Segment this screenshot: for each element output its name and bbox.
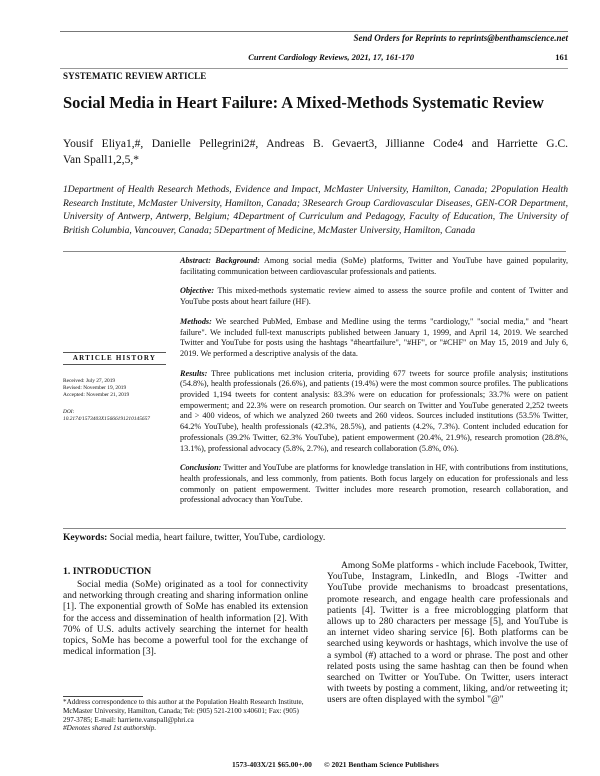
footnotes (63, 698, 308, 733)
abstract-background-text: Among social media (SoMe) platforms, Twitter and YouTube have gained popularity, facilitating communication between cardiovascular professionals and patients. (180, 256, 569, 276)
article-history (63, 378, 173, 423)
doi-label: DOI: (63, 409, 75, 415)
authors-line-1: Yousif Eliya1,#, Danielle Pellegrini2#, Andreas B. Gevaert3, Jillianne Code4 and Harriette G.C. (63, 138, 568, 150)
abstract-results (180, 369, 568, 455)
abstract-bottom-rule (63, 528, 566, 529)
abstract-methods (180, 317, 568, 360)
abstract-results-text: Three publications met inclusion criteria, providing 677 tweets for source profile analysis; institutions (54.8%), health professionals (26.6%), and patients (19.4%) were the most common source profiles. The publications provided 1,194 tweets for content analysis: 83.3% were on education for professionals; 33.7% were on patient empowerment; and 22.3% were on research promotion. Our search on Twitter and YouTube generated 2,252 tweets and > 400 videos, of which we analyzed 260 tweets and 260 videos. Sources included institutions (53.5% Twitter, 64.2% YouTube), health professionals (42.3%, 28.5%), and patients (4.2%, 7.3%). Content included education for professionals (39.2% Twitter, 62.3% YouTube), patient empowerment (20.4%, 21.9%), research promotion (28.8%, 13.1%), professional advocacy (5.8%, 2.7%), and research collaboration (5.8%, 0%). (180, 368, 568, 453)
abstract-background-label: Abstract: Background: (180, 256, 260, 265)
article-title: Social Media in Heart Failure: A Mixed-Methods Systematic Review (63, 93, 544, 112)
abstract-top-rule (63, 251, 566, 252)
history-accepted: Accepted: November 21, 2019 (63, 392, 130, 398)
abstract-results-label: Results: (180, 368, 208, 378)
keywords-label: Keywords: (63, 533, 108, 543)
page-number: 161 (555, 52, 568, 62)
reprint-notice: Send Orders for Reprints to reprints@benthamscience.net (353, 33, 568, 43)
section-rule (60, 68, 568, 69)
keywords-text: Social media, heart failure, twitter, YouTube, cardiology. (107, 533, 326, 543)
abstract-objective-label: Objective: (180, 286, 215, 296)
intro-paragraph-1: Social media (SoMe) originated as a tool for connectivity and networking through creating and sharing information online [1]. The exponential growth of SoMe has enabled its extension for the access and dissemination of health information [2]. With 70% of U.S. adults actively searching the internet for health topics, SoMe has become a powerful tool for the exchange of medical information [3]. (63, 580, 308, 658)
abstract-conclusion-label: Conclusion: (180, 463, 222, 473)
intro-heading: 1. INTRODUCTION (63, 566, 152, 577)
abstract-conclusion-text: Twitter and YouTube are platforms for knowledge translation in HF, with contributions from institutions, health professionals, and less commonly, from patients. Both focus largely on education for professionals and less commonly on patient empowerment. Twitter includes more research promotion, research collaboration, and professional advocacy than YouTube. (180, 463, 568, 505)
abstract-methods-text: We searched PubMed, Embase and Medline using the terms "cardiology," "social media," and "heart failure". We included full-text manuscripts published between January 1, 1999, and April 14, 2019. We searched Twitter and YouTube for posts using the hashtags "#heartfailure", "#HF", or "#CHF" on May 15, 2019 and July 6, 2019. We performed a descriptive analysis of the data. (180, 316, 568, 358)
article-history-heading: ARTICLE HISTORY (63, 352, 166, 365)
keywords (63, 533, 568, 543)
article-type: SYSTEMATIC REVIEW ARTICLE (63, 71, 207, 81)
doi-link[interactable]: 10.2174/1573403X15666191210145657 (63, 416, 150, 422)
authors-line-2: Van Spall1,2,5,* (63, 154, 140, 166)
footnote-rule (63, 696, 143, 697)
abstract-background (180, 256, 568, 277)
history-revised: Revised: November 19, 2019 (63, 385, 127, 391)
intro-paragraph-2: Among SoMe platforms - which include Facebook, Twitter, YouTube, Instagram, LinkedIn, and Blogs -Twitter and YouTube provide mechanisms to broadcast presentations, promote research, and engage health care professionals and patients [4]. Twitter is a free microblogging platform that allows up to 280 characters per message [5], and YouTube is an internet video sharing service [6]. Both platforms can be searched using keywords or hashtags, which involve the use of a symbol (#) attached to a word or phrase. The post and other related posts using the same hashtag can then be found when searched on Twitter or YouTube. On Twitter, users interact with tweets by posting a comment, liking, and/or retweeting it; users are often displayed with the symbol "@" (327, 561, 569, 706)
journal-citation: Current Cardiology Reviews, 2021, 17, 161-170 (248, 52, 414, 62)
shared-authorship-footnote: #Denotes shared 1st authorship. (63, 724, 157, 733)
abstract-methods-label: Methods: (180, 316, 212, 326)
copyright: © 2021 Bentham Science Publishers (324, 760, 439, 769)
affiliations: 1Department of Health Research Methods, Evidence and Impact, McMaster University, Hamilton, Canada; 2Population Health Research Institute, McMaster University, Hamilton, Canada; 3Research Group Cardiovascular Diseases, GEN-COR Department, University of Antwerp, Antwerp, Belgium; 4Department of Curriculum and Pedagogy, Faculty of Education, The University of British Columbia, Vancouver, Canada; 5Department of Medicine, McMaster University, Hamilton, Canada (63, 184, 568, 236)
abstract (180, 256, 568, 515)
abstract-conclusion (180, 463, 568, 506)
abstract-objective-text: This mixed-methods systematic review aimed to assess the source profile and content of Twitter and YouTube posts about heart failure (HF). (180, 286, 568, 307)
issn-price: 1573-403X/21 $65.00+.00 (232, 760, 312, 769)
history-received: Received: July 27, 2019 (63, 378, 116, 384)
abstract-objective (180, 286, 568, 307)
correspondence-footnote: *Address correspondence to this author at the Population Health Research Institute, McMaster University, Hamilton, Canada; Tel: (905) 521-2100 x40601; Fax: (905) 297-3785; E-mail: harriette.vanspall@phri.ca (63, 698, 304, 724)
header-rule (60, 31, 568, 32)
